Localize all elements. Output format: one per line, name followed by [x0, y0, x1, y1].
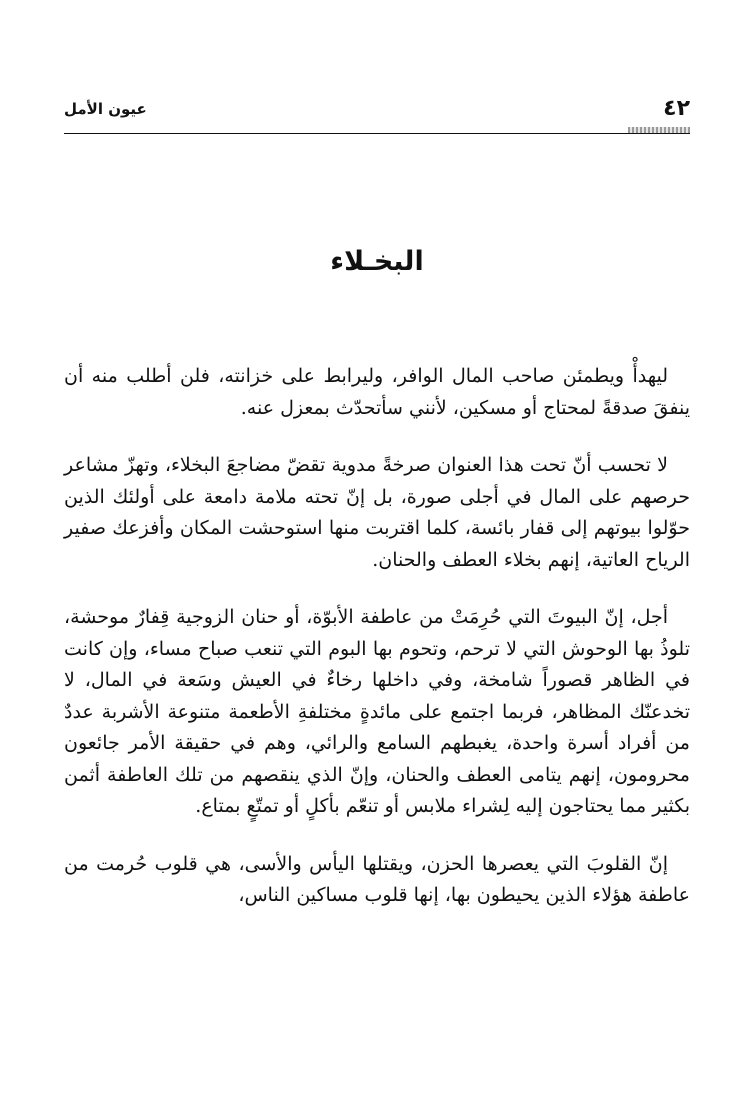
- header-rule: [64, 133, 690, 134]
- paragraph: إنّ القلوبَ التي يعصرها الحزن، ويقتلها اليأس والأسى، هي قلوب حُرمت من عاطفة هؤلاء الذين يحيطون بها، إنها قلوب مساكين الناس،: [64, 852, 690, 906]
- paragraph: أجل، إنّ البيوتَ التي حُرِمَتْ من عاطفة الأبوّة، أو حنان الزوجية قِفارٌ موحشة، تلوذُ بها الوحوش التي لا ترحم، وتحوم بها البوم التي تنعب صباح مساء، وإن كانت في الظاهر قصوراً شامخة، وفي داخلها رخاءٌ في العيش وسَعة في المال، لا تخدعنّك المظاهر، فربما اجتمع على مائدةٍ مختلفةِ الأطعمة متنوعة الأشربة عددٌ من أفراد أسرة واحدة، يغبطهم السامع والرائي، وهم في حقيقة الأمر جائعون محرومون، إنهم يتامى العطف والحنان، وإنّ الذي ينقصهم من تلك العاطفة أثمن بكثير مما يحتاجون إليه لِشراء ملابس أو تنعّم بأكلٍ أو تمتّعٍ بمتاع.: [64, 606, 690, 817]
- running-header: [64, 96, 690, 130]
- book-title: عيون الأمل: [64, 100, 147, 118]
- paragraph: ليهدأْ ويطمئن صاحب المال الوافر، وليرابط على خزانته، فلن أطلب منه أن ينفقَ صدقةً لمحتاج أو مسكين، لأنني سأتحدّث بمعزل عنه.: [64, 365, 690, 419]
- chapter-title: البخـلاء: [330, 246, 424, 278]
- page-number: ٤٢: [663, 96, 690, 121]
- paragraph: لا تحسب أنّ تحت هذا العنوان صرخةً مدوية تقضّ مضاجعَ البخلاء، وتهزّ مشاعر حرصهم على المال في أجلى صورة، بل إنّ تحته ملامة دامعة على أولئك الذين حوّلوا بيوتهم إلى قفار بائسة، كلما اقتربت منها استوحشت المكان وأفزعك صفير الرياح العاتية، إنهم بخلاء العطف والحنان.: [64, 454, 690, 571]
- body-text: [64, 361, 690, 938]
